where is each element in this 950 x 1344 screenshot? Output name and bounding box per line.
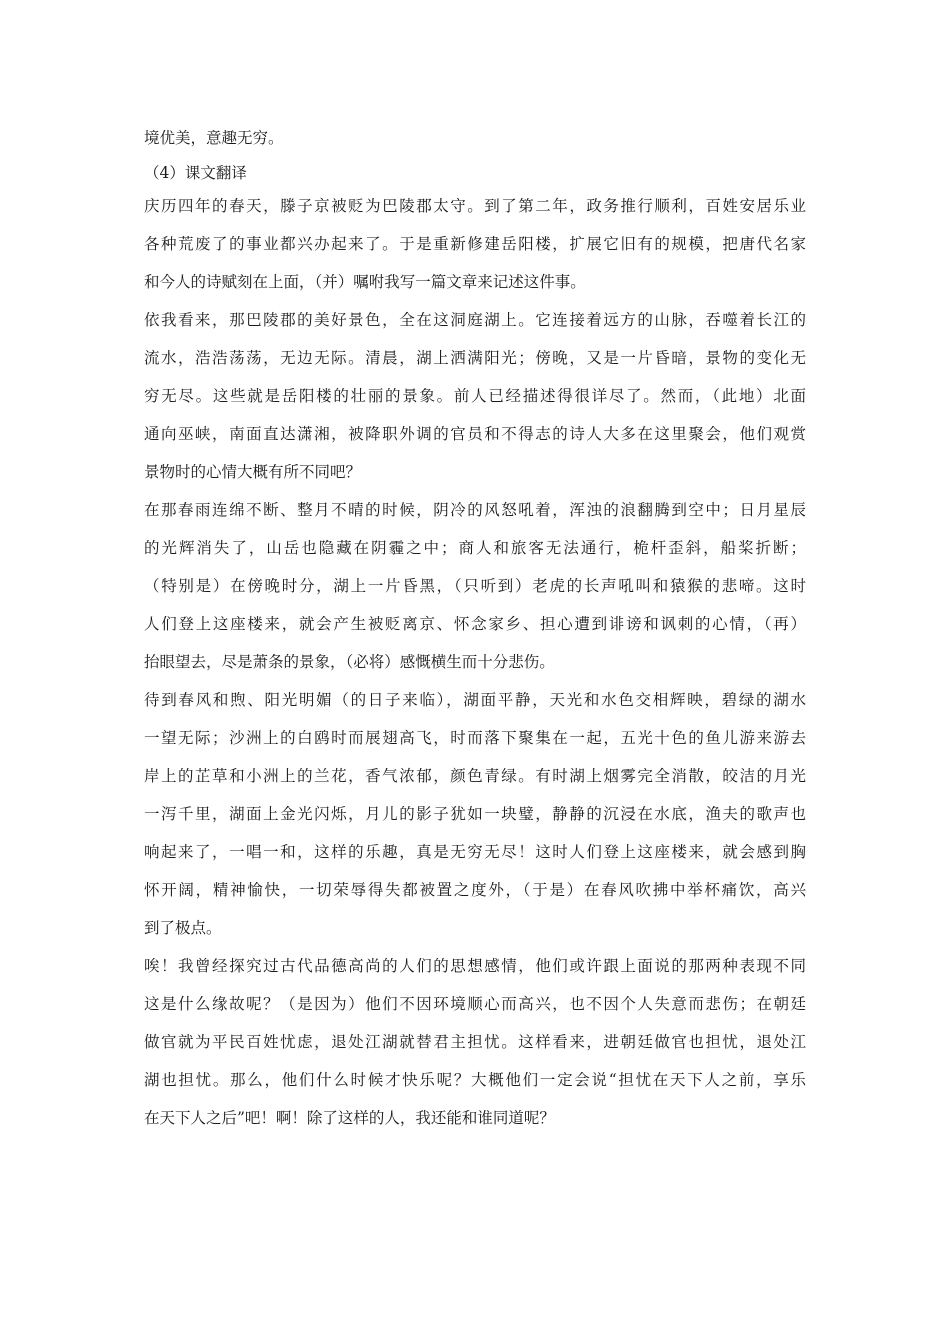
text-line: 境优美，意趣无穷。 [144, 129, 284, 147]
text-line: 湖也担忧。那么，他们什么时候才快乐呢？大概他们一定会说“担忧在天下人之前，享乐 [144, 1071, 806, 1089]
text-line: 抬眼望去，尽是萧条的景象，（必将）感慨横生而十分悲伤。 [144, 653, 555, 671]
text-line: 各种荒废了的事业都兴办起来了。于是重新修建岳阳楼，扩展它旧有的规模，把唐代名家 [144, 235, 806, 253]
text-line: 响起来了，一唱一和，这样的乐趣，真是无穷无尽！这时人们登上这座楼来，就会感到胸 [144, 843, 806, 861]
section-heading: （4）课文翻译 [144, 164, 247, 182]
text-line: 待到春风和煦、阳光明媚（的日子来临），湖面平静，天光和水色交相辉映，碧绿的湖水 [144, 691, 806, 709]
text-line: 做官就为平民百姓忧虑，退处江湖就替君主担忧。这样看来，进朝廷做官也担忧，退处江 [144, 1033, 806, 1051]
text-line: 和今人的诗赋刻在上面，（并）嘱咐我写一篇文章来记述这件事。 [144, 273, 586, 291]
text-line: 的光辉消失了，山岳也隐藏在阴霾之中；商人和旅客无法通行，桅杆歪斜，船桨折断； [144, 539, 806, 557]
text-line: 人们登上这座楼来，就会产生被贬离京、怀念家乡、担心遭到诽谤和讽刺的心情，（再） [144, 615, 806, 633]
text-line: 庆历四年的春天，滕子京被贬为巴陵郡太守。到了第二年，政务推行顺利，百姓安居乐业 [144, 197, 806, 215]
text-line: 在那春雨连绵不断、整月不晴的时候，阴冷的风怒吼着，浑浊的浪翻腾到空中；日月星辰 [144, 501, 806, 519]
text-line: 一望无际；沙洲上的白鸥时而展翅高飞，时而落下聚集在一起，五光十色的鱼儿游来游去 [144, 729, 806, 747]
text-line: 穷无尽。这些就是岳阳楼的壮丽的景象。前人已经描述得很详尽了。然而，（此地）北面 [144, 387, 806, 405]
text-line: 景物时的心情大概有所不同吧？ [144, 463, 362, 481]
text-line: 怀开阔，精神愉快，一切荣辱得失都被置之度外，（于是）在春风吹拂中举杯痛饮，高兴 [144, 881, 806, 899]
text-line: 在天下人之后”吧！啊！除了这样的人，我还能和谁同道呢？ [144, 1109, 555, 1127]
text-line: 唉！我曾经探究过古代品德高尚的人们的思想感情，他们或许跟上面说的那两种表现不同 [144, 957, 806, 975]
text-line: 通向巫峡，南面直达潇湘，被降职外调的官员和不得志的诗人大多在这里聚会，他们观赏 [144, 425, 806, 443]
text-line: （特别是）在傍晚时分，湖上一片昏黑，（只听到）老虎的长声吼叫和猿猴的悲啼。这时 [144, 577, 806, 595]
text-line: 岸上的芷草和小洲上的兰花，香气浓郁，颜色青绿。有时湖上烟雾完全消散，皎洁的月光 [144, 767, 806, 785]
text-line: 这是什么缘故呢？（是因为）他们不因环境顺心而高兴，也不因个人失意而悲伤；在朝廷 [144, 995, 806, 1013]
text-line: 依我看来，那巴陵郡的美好景色，全在这洞庭湖上。它连接着远方的山脉，吞噬着长江的 [144, 311, 806, 329]
text-line: 到了极点。 [144, 919, 222, 937]
text-line: 流水，浩浩荡荡，无边无际。清晨，湖上洒满阳光；傍晚，又是一片昏暗，景物的变化无 [144, 349, 806, 367]
text-line: 一泻千里，湖面上金光闪烁，月儿的影子犹如一块璧，静静的沉浸在水底，渔夫的歌声也 [144, 805, 806, 823]
